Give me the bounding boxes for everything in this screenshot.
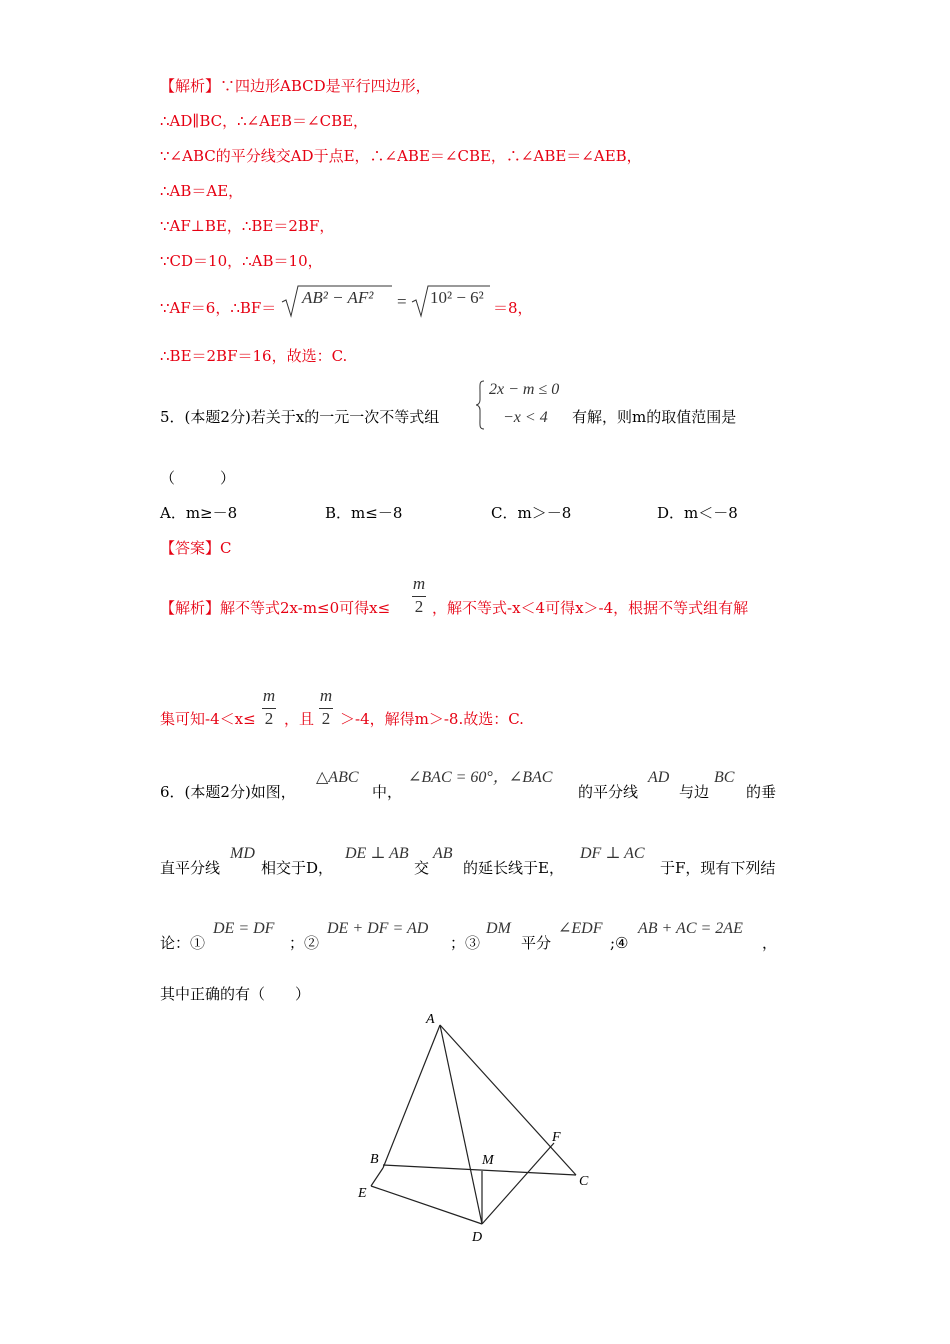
analysis-line-4: ∴AB＝AE， [160, 182, 244, 200]
sqrt-equals: = [397, 292, 407, 311]
analysis-line-2: ∴AD∥BC，∴∠AEB＝∠CBE， [160, 112, 369, 130]
fraction-m-over-2: m 2 [319, 686, 333, 728]
q6-line-3: 论：① [160, 934, 206, 952]
sqrt-radicand-1: AB² − AF² [302, 288, 374, 307]
label-e: E [358, 1186, 367, 1201]
analysis-line-6: ∵CD＝10，∴AB＝10， [160, 252, 323, 270]
label-f: F [552, 1130, 561, 1145]
math-de-plus-df: DE + DF = AD [327, 920, 429, 937]
fraction-m-over-2: m 2 [262, 686, 276, 728]
q5-analysis-line-2-tail: ＞-4，解得m＞-8.故选：C. [340, 710, 524, 728]
system-brace [475, 380, 485, 430]
q5-answer: 【答案】C [160, 539, 232, 557]
q5-analysis-line-2: 集可知-4＜x≤ [160, 710, 256, 728]
q6-line-4: 其中正确的有（ ） [160, 985, 311, 1003]
math-angle-edf: ∠EDF [558, 920, 603, 937]
math-ab: AB [433, 845, 453, 862]
q5-analysis-line-1-tail: ，解不等式-x＜4可得x＞-4，根据不等式组有解 [432, 599, 749, 617]
label-m: M [482, 1153, 494, 1168]
analysis-tag: 【解析】 [160, 77, 221, 95]
q5-option-c: C．m＞－8 [491, 504, 572, 522]
math-triangle-abc: △ABC [316, 769, 359, 786]
analysis-line-7-result: ＝8， [493, 299, 533, 317]
label-d: D [472, 1230, 483, 1245]
label-c: C [579, 1174, 589, 1189]
q6-line-2: 直平分线 [160, 859, 221, 877]
q5-paren: （ ） [160, 469, 236, 487]
math-ab-plus-ac: AB + AC = 2AE [638, 920, 743, 937]
math-md: MD [230, 845, 255, 862]
analysis-line-3: ∵∠ABC的平分线交AD于点E，∴∠ABE＝∠CBE，∴∠ABE＝∠AEB， [160, 147, 642, 165]
q5-option-b: B．m≤－8 [325, 504, 403, 522]
sqrt-radicand-2: 10² − 6² [430, 288, 484, 307]
math-bc: BC [714, 769, 735, 786]
q5-option-d: D．m＜－8 [657, 504, 738, 522]
q5-option-a: A．m≥－8 [160, 504, 238, 522]
math-df-perp-ac: DF ⊥ AC [580, 845, 645, 862]
fraction-m-over-2: m 2 [412, 574, 426, 616]
system-eq-1: 2x − m ≤ 0 [489, 381, 560, 398]
q5-stem-tail: 有解，则m的取值范围是 [572, 408, 737, 426]
analysis-line-8: ∴BE＝2BF＝16，故选：C. [160, 347, 348, 365]
math-de-perp-ab: DE ⊥ AB [345, 845, 409, 862]
system-eq-2: −x < 4 [503, 409, 548, 426]
label-a: A [426, 1012, 435, 1027]
math-de-eq-df: DE = DF [213, 920, 275, 937]
analysis-line-1: 【解析】∵四边形ABCD是平行四边形， [160, 77, 431, 95]
math-dm: DM [486, 920, 511, 937]
q6-line-1: 6．(本题2分)如图， [160, 783, 296, 801]
analysis-line-5: ∵AF⊥BE，∴BE＝2BF， [160, 217, 335, 235]
q5-stem: 5．(本题2分)若关于x的一元一次不等式组 [160, 408, 440, 426]
q5-analysis-line-2-mid: ，且 [284, 710, 315, 728]
label-b: B [370, 1152, 379, 1167]
math-ad: AD [648, 769, 670, 786]
geometry-figure [340, 1005, 610, 1250]
q5-analysis-line-1: 【解析】解不等式2x-m≤0可得x≤ [160, 599, 391, 617]
math-angle-bac: ∠BAC = 60°，∠BAC [408, 769, 553, 786]
analysis-line-7: ∵AF＝6，∴BF＝ [160, 299, 277, 317]
